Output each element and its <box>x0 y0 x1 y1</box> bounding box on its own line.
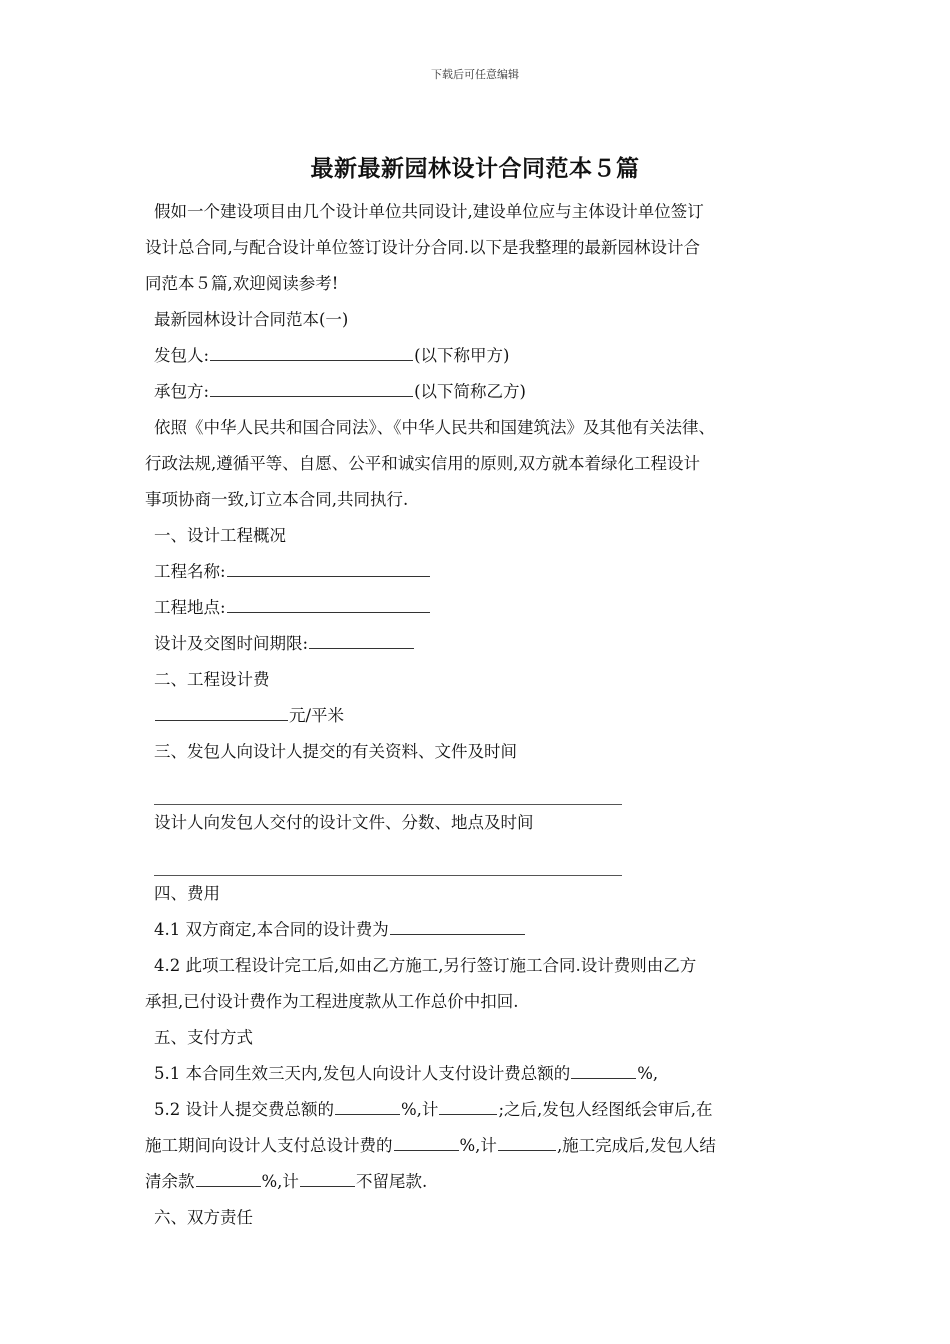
s2-fee-line <box>145 698 825 734</box>
s5-c52-blank-2 <box>439 1114 497 1115</box>
document-body <box>145 194 825 1236</box>
s5-c52-blank-6 <box>300 1186 355 1187</box>
party-b-line <box>145 374 825 410</box>
s1-name-label: 工程名称: <box>154 562 226 581</box>
s5-c51-suffix: %, <box>637 1064 659 1083</box>
basis-line-3: 事项协商一致,订立本合同,共同执行. <box>145 490 409 509</box>
s1-deadline-blank <box>309 648 414 649</box>
s5-c52-2c: ,施工完成后,发包人结 <box>556 1136 716 1155</box>
s3-heading: 三、发包人向设计人提交的有关资料、文件及时间 <box>154 742 517 761</box>
document-title: 最新最新园林设计合同范本５篇 <box>310 156 640 182</box>
s1-location-blank <box>227 612 430 613</box>
intro-line-1: 假如一个建设项目由几个设计单位共同设计,建设单位应与主体设计单位签订 <box>154 202 704 221</box>
party-b-suffix: (以下简称乙方) <box>414 382 526 401</box>
s5-c52-blank-5 <box>196 1186 261 1187</box>
s5-c52-blank-3 <box>394 1150 459 1151</box>
s5-c52-1b: %,计 <box>401 1100 439 1119</box>
s1-name-line <box>145 554 825 590</box>
s4-c41-blank <box>390 934 525 935</box>
party-a-label: 发包人: <box>154 346 210 365</box>
party-a-line <box>145 338 825 374</box>
s5-heading: 五、支付方式 <box>154 1028 253 1047</box>
s4-c42-line-1: 4.2 此项工程设计完工后,如由乙方施工,另行签订施工合同.设计费则由乙方 <box>154 956 697 975</box>
s1-name-blank <box>227 576 430 577</box>
intro-line-3: 同范本５篇,欢迎阅读参考! <box>145 274 339 293</box>
s3-sub: 设计人向发包人交付的设计文件、分数、地点及时间 <box>154 813 534 832</box>
party-a-suffix: (以下称甲方) <box>414 346 510 365</box>
s3-blank-line-2 <box>154 841 622 876</box>
s5-c52-blank-1 <box>335 1114 400 1115</box>
s5-c52-3a: 清余款 <box>145 1172 195 1191</box>
s4-c41-text: 4.1 双方商定,本合同的设计费为 <box>154 920 389 939</box>
s2-heading: 二、工程设计费 <box>154 670 270 689</box>
party-b-label: 承包方: <box>154 382 210 401</box>
s5-c52-1a: 5.2 设计人提交费总额的 <box>154 1100 334 1119</box>
basis-line-2: 行政法规,遵循平等、自愿、公平和诚实信用的原则,双方就本着绿化工程设计 <box>145 454 700 473</box>
s5-c51-line <box>145 1056 825 1092</box>
s2-fee-blank <box>155 720 288 721</box>
s5-c51-blank <box>571 1078 636 1079</box>
s5-c52-line-2 <box>145 1128 825 1164</box>
s5-c52-line-3 <box>145 1164 825 1200</box>
s1-deadline-line <box>145 626 825 662</box>
page-header: 下载后可任意编辑 <box>431 68 519 81</box>
s5-c52-3b: %,计 <box>261 1172 299 1191</box>
s5-c52-2b: %,计 <box>459 1136 497 1155</box>
s5-c51-text: 5.1 本合同生效三天内,发包人向设计人支付设计费总额的 <box>154 1064 571 1083</box>
s1-location-line <box>145 590 825 626</box>
s4-c42-line-2: 承担,已付设计费作为工程进度款从工作总价中扣回. <box>145 992 519 1011</box>
s1-location-label: 工程地点: <box>154 598 226 617</box>
s5-c52-blank-4 <box>498 1150 556 1151</box>
intro-line-2: 设计总合同,与配合设计单位签订设计分合同.以下是我整理的最新园林设计合 <box>145 238 700 257</box>
s5-c52-3c: 不留尾款. <box>355 1172 428 1191</box>
s5-c52-line-1 <box>145 1092 825 1128</box>
s1-deadline-label: 设计及交图时间期限: <box>154 634 309 653</box>
s6-heading: 六、双方责任 <box>154 1208 253 1227</box>
basis-line-1: 依照《中华人民共和国合同法》、《中华人民共和国建筑法》及其他有关法律、 <box>154 418 715 437</box>
section-title: 最新园林设计合同范本(一) <box>154 310 349 329</box>
s2-unit: 元/平米 <box>289 706 345 725</box>
s4-c41-line <box>145 912 825 948</box>
s3-blank-line-1 <box>154 770 622 805</box>
s5-c52-2a: 施工期间向设计人支付总设计费的 <box>145 1136 393 1155</box>
s5-c52-1c: ;之后,发包人经图纸会审后,在 <box>498 1100 713 1119</box>
party-a-blank <box>210 360 413 361</box>
s4-heading: 四、费用 <box>154 884 220 903</box>
party-b-blank <box>210 396 413 397</box>
s1-heading: 一、设计工程概况 <box>154 526 286 545</box>
